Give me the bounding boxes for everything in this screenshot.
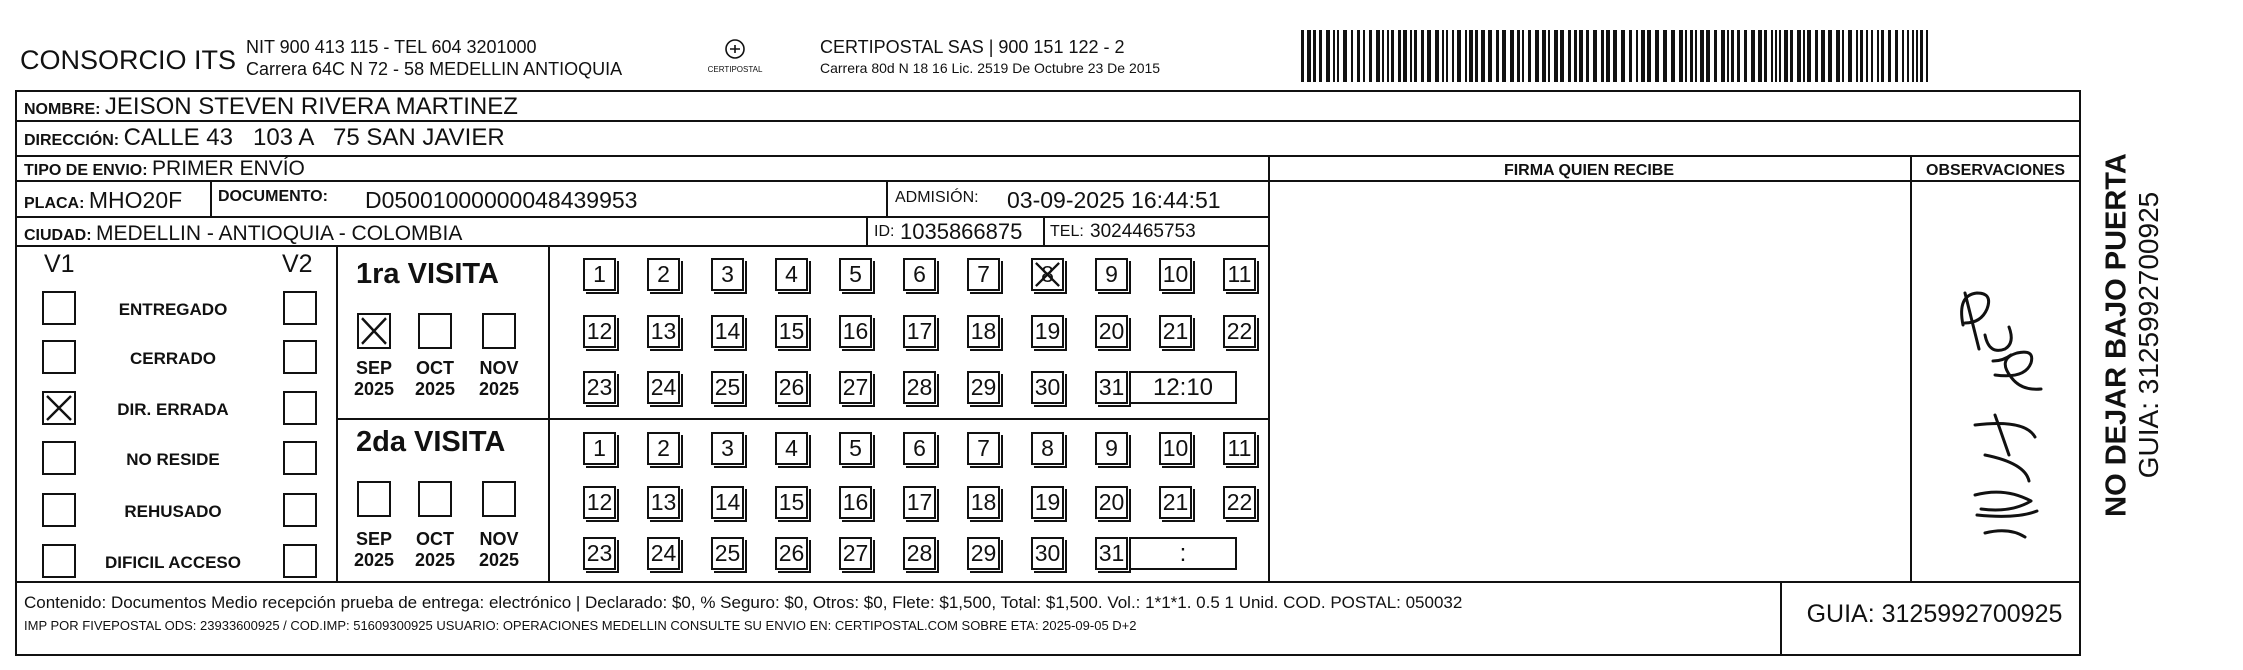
day-box[interactable]: 10 [1159, 432, 1192, 465]
v1-checkbox[interactable] [42, 291, 76, 325]
day-box[interactable]: 8 [1031, 432, 1064, 465]
time-box[interactable]: : [1129, 537, 1237, 570]
time-box[interactable]: 12:10 [1129, 371, 1237, 404]
courier-line2: Carrera 80d N 18 16 Lic. 2519 De Octubre 23 De 2015 [820, 60, 1161, 76]
day-box[interactable]: 25 [711, 537, 744, 570]
day-box[interactable]: 24 [647, 371, 680, 404]
certipostal-logo [707, 36, 763, 82]
month-checkbox[interactable] [418, 313, 452, 349]
v2-checkbox[interactable] [283, 544, 317, 578]
day-box[interactable]: 1 [583, 258, 616, 291]
day-box[interactable]: 6 [903, 258, 936, 291]
month-year: 2025 [478, 378, 520, 399]
id-label: ID: [874, 223, 895, 240]
day-box[interactable]: 4 [775, 258, 808, 291]
day-box[interactable]: 13 [647, 486, 680, 519]
month-year: 2025 [353, 378, 395, 399]
month-name: SEP [355, 358, 393, 378]
day-box[interactable]: 4 [775, 432, 808, 465]
city-value: MEDELLIN - ANTIOQUIA - COLOMBIA [96, 222, 463, 245]
day-box[interactable]: 23 [583, 371, 616, 404]
day-box[interactable]: 21 [1159, 486, 1192, 519]
document-value: D05001000000048439953 [365, 187, 638, 213]
v1-checkbox[interactable] [42, 441, 76, 475]
company-line2: Carrera 64C N 72 - 58 MEDELLIN ANTIOQUIA [246, 59, 623, 79]
day-box[interactable]: 18 [967, 315, 1000, 348]
day-box[interactable]: 13 [647, 315, 680, 348]
day-box[interactable]: 20 [1095, 486, 1128, 519]
v1-checkbox[interactable] [42, 391, 76, 425]
day-box[interactable]: 17 [903, 486, 936, 519]
day-box[interactable]: 22 [1223, 486, 1256, 519]
day-box[interactable]: 16 [839, 486, 872, 519]
day-box[interactable]: 16 [839, 315, 872, 348]
admission-value: 03-09-2025 16:44:51 [1007, 187, 1221, 213]
month-year: 2025 [414, 378, 456, 399]
day-box[interactable]: 9 [1095, 432, 1128, 465]
status-label: CERRADO [130, 349, 216, 368]
month-label [410, 358, 460, 399]
month-label [474, 358, 524, 399]
day-box[interactable]: 10 [1159, 258, 1192, 291]
city-label: CIUDAD: [24, 227, 92, 244]
month-year: 2025 [478, 549, 520, 570]
plate-value: MHO20F [88, 187, 183, 213]
side-guia: GUIA: 3125992700925 [2133, 191, 2164, 479]
side-warning: NO DEJAR BAJO PUERTA [2100, 153, 2133, 517]
signature-header: FIRMA QUIEN RECIBE [1503, 162, 1675, 179]
status-label: REHUSADO [124, 502, 222, 521]
month-label [474, 529, 524, 570]
day-box[interactable]: 30 [1031, 537, 1064, 570]
day-box[interactable]: 5 [839, 258, 872, 291]
day-box[interactable]: 22 [1223, 315, 1256, 348]
name-label: NOMBRE: [24, 101, 101, 118]
day-box[interactable]: 20 [1095, 315, 1128, 348]
day-box[interactable]: 31 [1095, 537, 1128, 570]
footer-guia: GUIA: 3125992700925 [1806, 600, 2063, 628]
month-label [410, 529, 460, 570]
day-box[interactable]: 26 [775, 537, 808, 570]
v2-checkbox[interactable] [283, 493, 317, 527]
status-label: DIFICIL ACCESO [104, 553, 241, 572]
day-box[interactable]: 11 [1223, 258, 1256, 291]
day-box[interactable]: 5 [839, 432, 872, 465]
month-name: OCT [416, 529, 454, 549]
month-name: NOV [479, 358, 519, 378]
day-box[interactable]: 6 [903, 432, 936, 465]
month-checkbox[interactable] [357, 313, 391, 349]
day-box[interactable]: 27 [839, 537, 872, 570]
month-checkbox[interactable] [482, 313, 516, 349]
v1-checkbox[interactable] [42, 493, 76, 527]
day-box[interactable]: 19 [1031, 315, 1064, 348]
day-box[interactable]: 29 [967, 537, 1000, 570]
day-box[interactable]: 17 [903, 315, 936, 348]
month-label [349, 358, 399, 399]
v1-header: V1 [44, 250, 75, 278]
day-box[interactable]: 21 [1159, 315, 1192, 348]
v1-checkbox[interactable] [42, 340, 76, 374]
recipient-name: JEISON STEVEN RIVERA MARTINEZ [104, 93, 518, 120]
day-box[interactable]: 15 [775, 486, 808, 519]
day-box[interactable]: 7 [967, 432, 1000, 465]
day-box[interactable]: 2 [647, 258, 680, 291]
day-box[interactable]: 2 [647, 432, 680, 465]
company-line1: NIT 900 413 115 - TEL 604 3201000 [246, 37, 537, 57]
month-label [349, 529, 399, 570]
day-box[interactable]: 1 [583, 432, 616, 465]
month-year: 2025 [353, 549, 395, 570]
footer-line2: IMP POR FIVEPOSTAL ODS: 23933600925 / COD.IMP: 51609300925 USUARIO: OPERACIONES MEDELLIN CONSULTE SU ENVIO EN: CERTIPOSTAL.COM SOBRE ETA: 2025-09-05 D+2 [24, 618, 1137, 633]
v2-checkbox[interactable] [283, 340, 317, 374]
month-checkbox[interactable] [482, 481, 516, 517]
status-label: NO RESIDE [126, 450, 220, 469]
v2-checkbox[interactable] [283, 291, 317, 325]
observations-header: OBSERVACIONES [1926, 162, 2065, 179]
courier-line1: CERTIPOSTAL SAS | 900 151 122 - 2 [820, 37, 1125, 57]
v2-header: V2 [282, 250, 313, 278]
day-box[interactable]: 30 [1031, 371, 1064, 404]
status-label: ENTREGADO [118, 300, 228, 319]
day-box[interactable]: 3 [711, 432, 744, 465]
send-type: PRIMER ENVÍO [152, 157, 305, 180]
day-box[interactable]: 18 [967, 486, 1000, 519]
id-value: 1035866875 [900, 219, 1023, 244]
month-name: NOV [479, 529, 519, 549]
send-type-label: TIPO DE ENVIO: [24, 162, 148, 179]
handwritten-note [1935, 265, 2065, 565]
day-box[interactable]: 27 [839, 371, 872, 404]
month-year: 2025 [414, 549, 456, 570]
day-box[interactable]: 31 [1095, 371, 1128, 404]
day-box[interactable]: 7 [967, 258, 1000, 291]
day-box[interactable]: 12 [583, 486, 616, 519]
day-box[interactable]: 8 [1031, 258, 1064, 291]
day-box[interactable]: 14 [711, 315, 744, 348]
tel-value: 3024465753 [1090, 221, 1196, 242]
visit1-title: 1ra VISITA [356, 258, 499, 290]
day-box[interactable]: 28 [903, 371, 936, 404]
day-box[interactable]: 28 [903, 537, 936, 570]
month-checkbox[interactable] [418, 481, 452, 517]
tel-label: TEL: [1050, 223, 1084, 240]
month-checkbox[interactable] [357, 481, 391, 517]
document-label: DOCUMENTO: [218, 188, 328, 205]
day-box[interactable]: 15 [775, 315, 808, 348]
day-box[interactable]: 19 [1031, 486, 1064, 519]
plate-label: PLACA: [24, 195, 85, 212]
day-box[interactable]: 14 [711, 486, 744, 519]
day-box[interactable]: 26 [775, 371, 808, 404]
day-box[interactable]: 25 [711, 371, 744, 404]
v1-checkbox[interactable] [42, 544, 76, 578]
recipient-address: CALLE 43 103 A 75 SAN JAVIER [123, 124, 505, 151]
v2-checkbox[interactable] [283, 441, 317, 475]
barcode [1301, 30, 1931, 82]
day-box[interactable]: 3 [711, 258, 744, 291]
footer-line1: Contenido: Documentos Medio recepción prueba de entrega: electrónico | Declarado: $0, % Seguro: $0, Otros: $0, Flete: $1,500, Total: $1,500. Vol.: 1*1*1. 0.5 1 Unid. COD. POSTAL: 050032 [24, 593, 1463, 612]
visit2-title: 2da VISITA [356, 426, 506, 458]
day-box[interactable]: 29 [967, 371, 1000, 404]
day-box[interactable]: 9 [1095, 258, 1128, 291]
v2-checkbox[interactable] [283, 391, 317, 425]
side-text [2093, 110, 2173, 560]
svg-text:CERTIPOSTAL: CERTIPOSTAL [707, 65, 763, 74]
admission-label: ADMISIÓN: [895, 189, 979, 206]
day-box[interactable]: 11 [1223, 432, 1256, 465]
day-box[interactable]: 23 [583, 537, 616, 570]
month-name: SEP [355, 529, 393, 549]
day-box[interactable]: 24 [647, 537, 680, 570]
month-name: OCT [416, 358, 454, 378]
address-label: DIRECCIÓN: [24, 132, 120, 149]
day-box[interactable]: 12 [583, 315, 616, 348]
status-label: DIR. ERRADA [117, 400, 229, 419]
company-name: CONSORCIO ITS [20, 45, 237, 75]
